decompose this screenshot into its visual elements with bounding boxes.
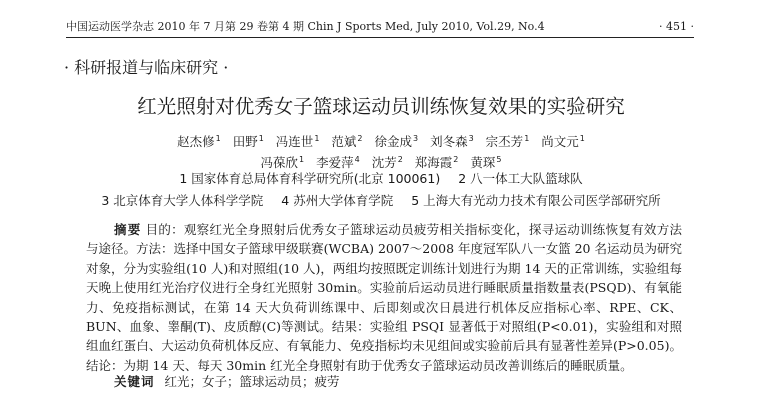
header-rule	[66, 37, 694, 38]
authors-line-2	[0, 152, 762, 171]
authors-line-1	[0, 131, 762, 150]
keywords-label: 关键词	[114, 374, 155, 389]
affiliations-line-2	[0, 193, 762, 209]
affiliation: 5 上海大有光动力技术有限公司医学部研究所	[411, 193, 661, 208]
abstract-text: 目的：观察红光全身照射后优秀女子篮球运动员疲劳相关指标变化，探寻运动训练恢复有效方法与途径。方法：选择中国女子篮球甲级联赛(WCBA) 2007～2008 年度冠军队八一女篮 20 名运动员为研究对象，分为实验组(10 人)和对照组(10 人)，两组均按照既定训练计划进行为期 14 天的正常训练，实验组每天晚上使用红光治疗仪进行全身红光照射 30min。实验前后运动员进行睡眠质量指数量表(PSQD)、有氧能力、免疫指标测试，在第 14 天大负荷训练课中、后即刻或次日晨进行机体反应指标心率、RPE、CK、BUN、血象、睾酮(T)、皮质醇(C)等测试。结果：实验组 PSQI 显著低于对照组(P<0.01)，实验组和对照组血红蛋白、大运动负荷机体反应、有氧能力、免疫指标均未见组间或实验前后具有显著性差异(P>0.05)。结论：为期 14 天、每天 30min 红光全身照射有助于优秀女子篮球运动员改善训练后的睡眠质量。	[86, 222, 682, 373]
keywords-text: 红光；女子；篮球运动员；疲劳	[164, 374, 340, 389]
running-head-text: 中国运动医学杂志 2010 年 7 月第 29 卷第 4 期 Chin J Sports Med, July 2010, Vol.29, No.4	[66, 20, 545, 33]
affiliation: 4 苏州大学体育学院	[281, 193, 394, 208]
section-label: · 科研报道与临床研究 ·	[64, 58, 229, 77]
author: 刘冬森$^3$	[430, 134, 474, 150]
author: 郑海霞$^2$	[414, 155, 459, 171]
abstract-label: 摘要	[114, 222, 142, 237]
affiliations-line-1	[0, 171, 762, 187]
affiliation: 2 八一体工大队篮球队	[458, 171, 583, 186]
author: 徐金成$^3$	[374, 134, 419, 150]
author: 赵杰修$^1$	[177, 134, 221, 150]
affiliation: 3 北京体育大学人体科学学院	[101, 193, 264, 208]
author: 黄琛$^5$	[470, 155, 502, 171]
keywords	[114, 374, 340, 390]
abstract	[86, 220, 682, 375]
paper-title: 红光照射对优秀女子篮球运动员训练恢复效果的实验研究	[137, 95, 625, 118]
running-head	[66, 20, 694, 34]
author: 李爱萍$^4$	[316, 155, 360, 171]
author: 范斌$^2$	[331, 134, 363, 150]
author: 田野$^1$	[232, 134, 264, 150]
author: 沈芳$^2$	[371, 155, 403, 171]
page-number: · 451 ·	[659, 20, 694, 33]
author: 冯连世$^1$	[275, 134, 320, 150]
author: 尚文元$^1$	[541, 134, 585, 150]
affiliation: 1 国家体育总局体育科学研究所(北京 100061)	[179, 171, 441, 186]
author: 宗丕芳$^1$	[485, 134, 530, 150]
author: 冯葆欣$^1$	[260, 155, 305, 171]
